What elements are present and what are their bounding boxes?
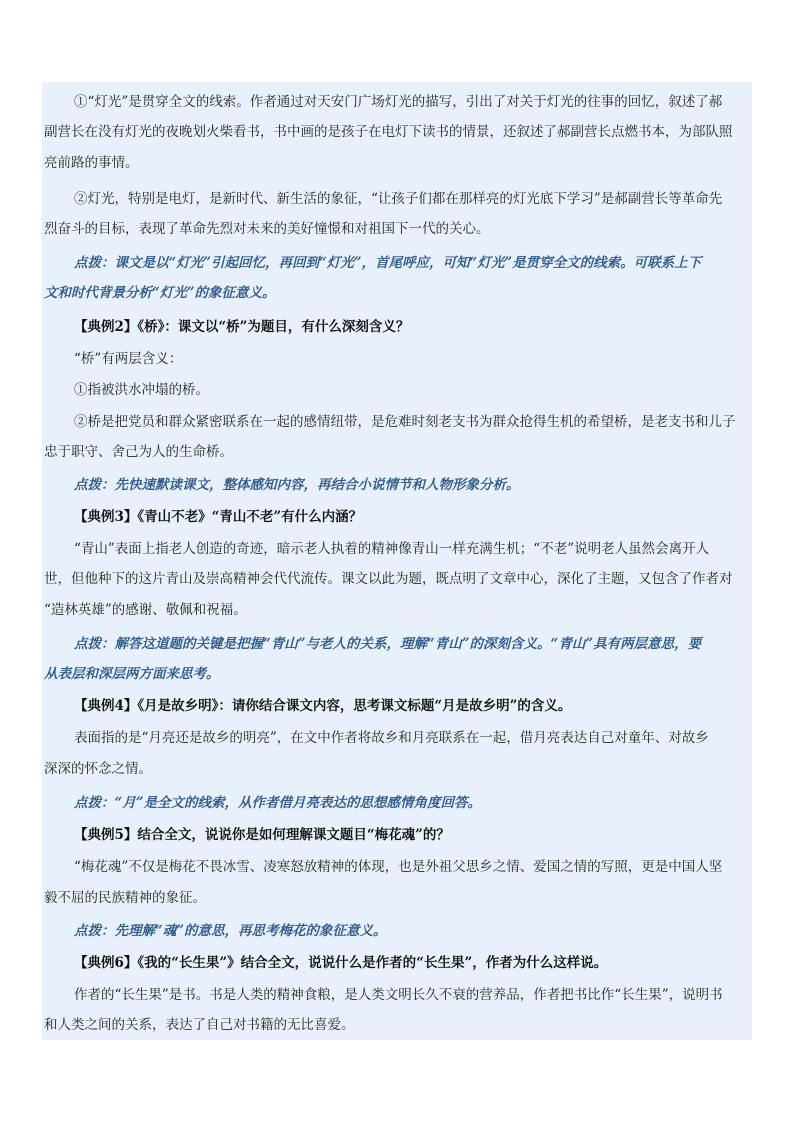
paragraph-text: 毅不屈的民族精神的象征。 xyxy=(44,890,206,906)
paragraph-text: ①“灯光”是贯穿全文的线索。作者通过对天安门广场灯光的描写，引出了对关于灯光的往事的回忆，叙述了郝 xyxy=(74,94,723,110)
paragraph-text: “梅花魂”不仅是梅花不畏冰雪、凌寒怒放精神的体现，也是外祖父思乡之情、爱国之情的写照，更是中国人坚 xyxy=(74,859,723,875)
document-body xyxy=(42,82,752,1040)
hint-text: 点拨：课文是以“灯光”引起回忆，再回到“灯光”，首尾呼应，可知“灯光”是贯穿全文的线索。可联系上下 xyxy=(74,255,702,271)
hint-text: 点拨：先快速默读课文，整体感知内容，再结合小说情节和人物形象分析。 xyxy=(74,477,520,493)
paragraph-text: 烈奋斗的目标，表现了革命先烈对未来的美好憧憬和对祖国下一代的关心。 xyxy=(44,221,490,237)
paragraph-text: “造林英雄”的感谢、敬佩和祝福。 xyxy=(44,602,247,618)
hint-text: 从表层和深层两方面来思考。 xyxy=(44,666,220,682)
paragraph-text: 亮前路的事情。 xyxy=(44,155,139,171)
paragraph-text: 世，但他种下的这片青山及崇高精神会代代流传。课文以此为题，既点明了文章中心，深化了主题，又包含了作者对 xyxy=(44,571,733,587)
paragraph-text: 副营长在没有灯光的夜晚划火柴看书，书中画的是孩子在电灯下读书的情景，还叙述了郝副营长点燃书本，为部队照 xyxy=(44,124,733,140)
paragraph-text: ②灯光，特别是电灯，是新时代、新生活的象征，“让孩子们都在那样亮的灯光底下学习”是郝副营长等革命先 xyxy=(74,191,723,207)
paragraph-text: “青山”表面上指老人创造的奇迹，暗示老人执着的精神像青山一样充满生机；“不老”说明老人虽然会离开人 xyxy=(74,541,710,557)
hint-text: 点拨：解答这道题的关键是把握“青山”与老人的关系，理解“青山”的深刻含义。“青山”具有两层意思，要 xyxy=(74,636,702,652)
paragraph-text: “桥”有两层含义： xyxy=(74,351,183,367)
example-heading: 【典例5】结合全文，说说你是如何理解课文题目“梅花魂”的？ xyxy=(74,827,450,843)
example-heading: 【典例6】《我的“长生果”》结合全文，说说什么是作者的“长生果”，作者为什么这样说。 xyxy=(74,955,608,971)
paragraph-text: 作者的“长生果”是书。书是人类的精神食粮，是人类文明长久不衰的营养品，作者把书比作“长生果”，说明书 xyxy=(74,987,723,1003)
paragraph-text: ①指被洪水冲塌的桥。 xyxy=(74,382,209,398)
hint-text: 文和时代背景分析“灯光”的象征意义。 xyxy=(44,285,276,301)
hint-text: 点拨：先理解“魂”的意思，再思考梅花的象征意义。 xyxy=(74,923,387,939)
paragraph-text: 表面指的是“月亮还是故乡的明亮”，在文中作者将故乡和月亮联系在一起，借月亮表达自己对童年、对故乡 xyxy=(74,730,709,746)
paragraph-text: 和人类之间的关系，表达了自己对书籍的无比喜爱。 xyxy=(44,1017,355,1033)
example-heading: 【典例4】《月是故乡明》：请你结合课文内容，思考课文标题“月是故乡明”的含义。 xyxy=(74,698,572,714)
paragraph-text: 忠于职守、舍己为人的生命桥。 xyxy=(44,444,233,460)
example-heading: 【典例2】《桥》：课文以“桥”为题目，有什么深刻含义？ xyxy=(74,319,410,335)
paragraph-text: 深深的怀念之情。 xyxy=(44,761,152,777)
example-heading: 【典例3】《青山不老》“青山不老”有什么内涵？ xyxy=(74,509,363,525)
paragraph-text: ②桥是把党员和群众紧密联系在一起的感情纽带，是危难时刻老支书为群众抢得生机的希望桥，是老支书和儿子 xyxy=(74,414,736,430)
hint-text: 点拨：“月”是全文的线索，从作者借月亮表达的思想感情角度回答。 xyxy=(74,795,482,811)
